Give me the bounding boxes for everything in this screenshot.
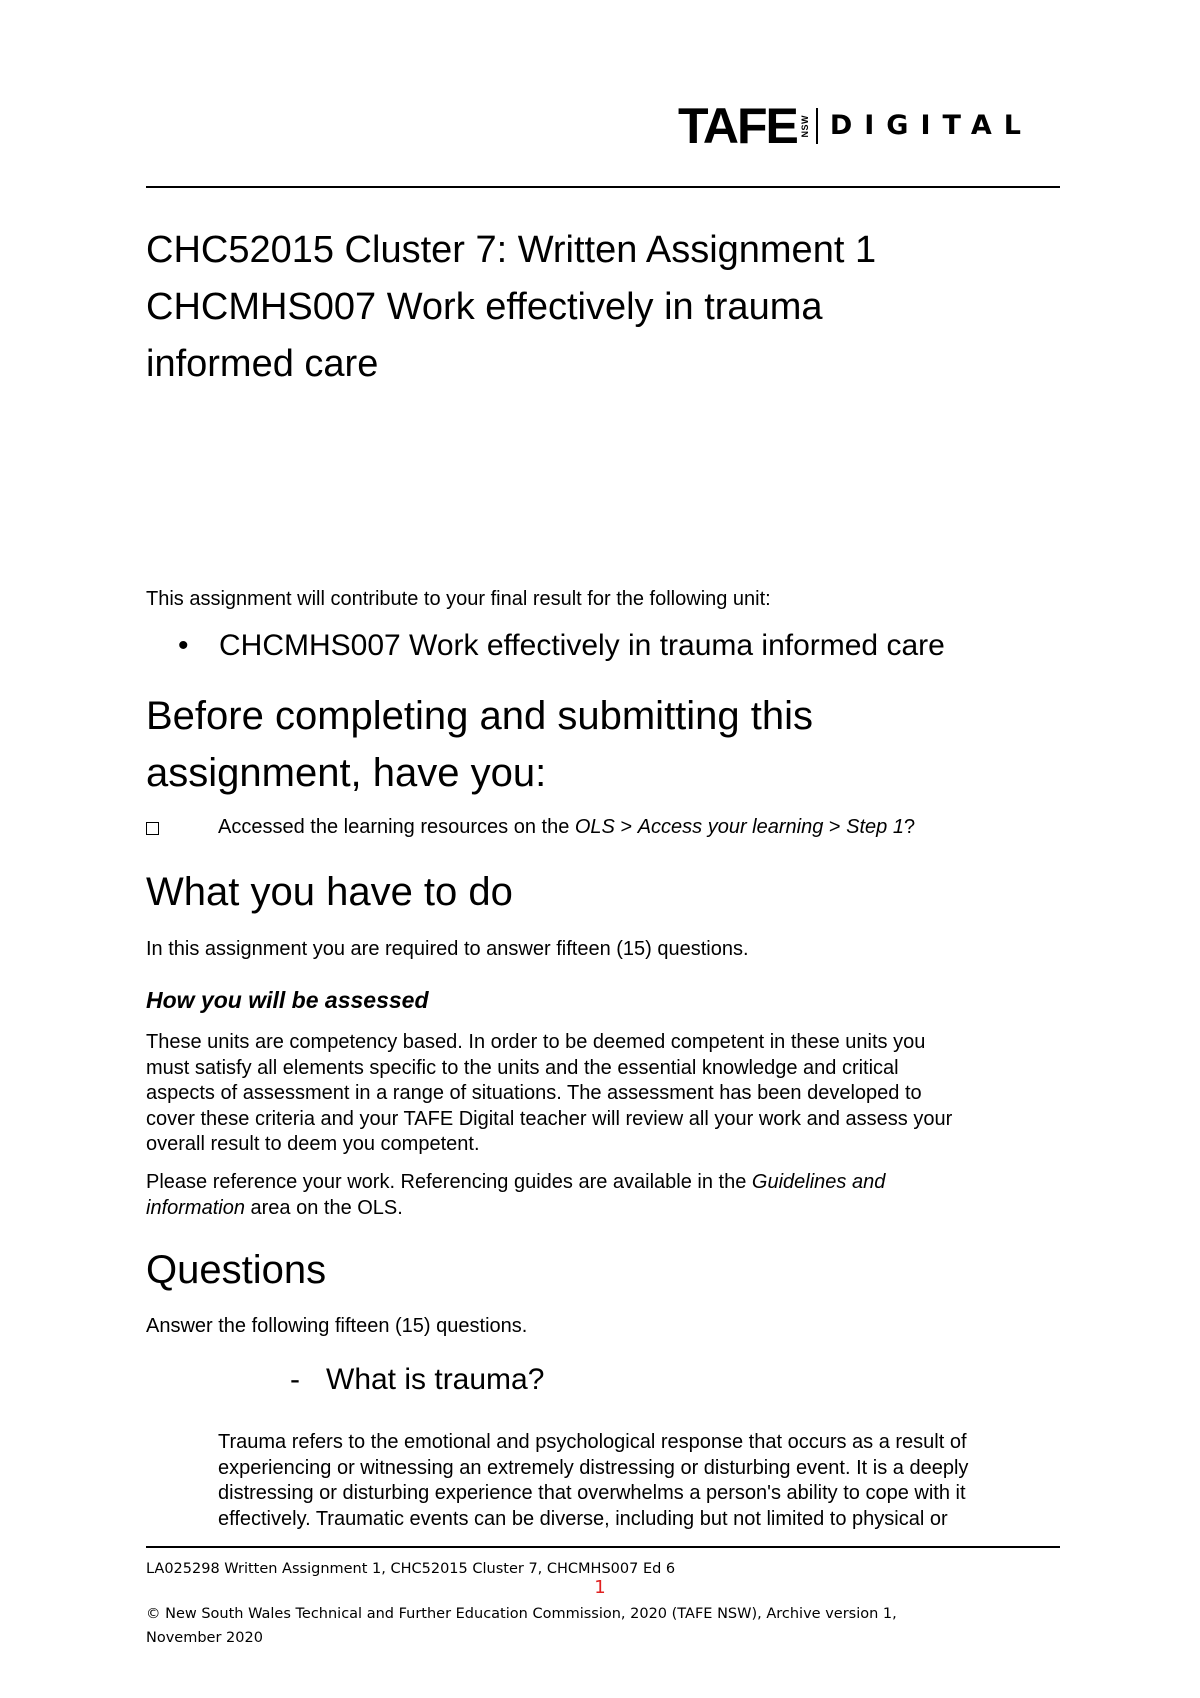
check-step: Step 1 [846,816,904,838]
checklist-item [218,814,915,840]
answer-line-2: experiencing or witnessing an extremely distressing or disturbing event. It is a deeply [218,1456,969,1479]
answer-line-3: distressing or disturbing experience that overwhelms a person's ability to cope with it [218,1482,966,1504]
check-ols: OLS [574,816,615,838]
check-sep-1: > [614,816,638,838]
assessed-line-5: overall result to deem you competent. [146,1133,480,1155]
title-line-2: CHCMHS007 Work effectively in trauma [146,286,823,328]
title-line-3: informed care [146,343,379,385]
copyright-line-2: November 2020 [146,1630,263,1646]
check-sep-2: > [823,816,847,838]
question-1 [290,1361,544,1399]
checkbox-icon [146,822,159,835]
assessed-heading: How you will be assessed [146,987,429,1013]
logo-nsw-text: NSW [799,114,810,138]
footer-copyright [146,1602,1026,1650]
todo-heading: What you have to do [146,870,513,914]
ref-italic-2: information [146,1196,245,1219]
ref-suffix: area on the OLS. [244,1196,403,1219]
bullet-icon: • [178,629,189,662]
footer-rule [146,1546,1060,1548]
reference-paragraph [146,1170,1066,1221]
before-heading-line-1: Before completing and submitting this [146,694,814,738]
todo-text: In this assignment you are required to answer fifteen (15) questions. [146,938,749,960]
header-rule [146,186,1060,188]
page-number: 1 [594,1577,606,1598]
footer-doc-ref: LA025298 Written Assignment 1, CHC52015 Cluster 7, CHCMHS007 Ed 6 [146,1561,676,1577]
ref-italic-1: Guidelines and [751,1171,886,1193]
title-line-1: CHC52015 Cluster 7: Written Assignment 1 [146,229,877,271]
question-dash: - [290,1363,300,1396]
check-suffix: ? [903,816,916,838]
answer-line-4: effectively. Traumatic events can be diverse, including but not limited to physical or [218,1507,948,1530]
questions-text: Answer the following fifteen (15) questions. [146,1315,528,1337]
assessed-line-1: These units are competency based. In order to be deemed competent in these units you [146,1031,926,1053]
check-prefix: Accessed the learning resources on the [218,816,575,838]
assessed-line-4: cover these criteria and your TAFE Digital teacher will review all your work and assess your [146,1107,953,1130]
copyright-line-1: © New South Wales Technical and Further Education Commission, 2020 (TAFE NSW), Archive version 1, [146,1606,897,1622]
unit-bullet-text: CHCMHS007 Work effectively in trauma informed care [219,629,945,662]
check-access: Access your learning [637,816,824,838]
unit-bullet-item [178,628,945,664]
answer-line-1: Trauma refers to the emotional and psychological response that occurs as a result of [218,1431,967,1453]
document-title [146,222,1046,393]
before-heading-line-2: assignment, have you: [146,751,547,795]
assessed-line-2: must satisfy all elements specific to the units and the essential knowledge and critical [146,1056,899,1079]
questions-heading: Questions [146,1248,327,1292]
ref-prefix: Please reference your work. Referencing guides are available in the [146,1171,752,1193]
answer-1 [218,1430,1068,1532]
logo-digital-text: DIGITAL [829,110,1033,141]
logo-divider [816,108,818,144]
assessed-line-3: aspects of assessment in a range of situations. The assessment has been developed to [146,1082,922,1104]
tafe-digital-logo [678,98,1033,154]
question-1-text: What is trauma? [326,1363,545,1396]
logo-tafe-text: TAFE [678,98,797,154]
intro-text: This assignment will contribute to your final result for the following unit: [146,588,771,610]
assessed-paragraph [146,1030,1066,1158]
